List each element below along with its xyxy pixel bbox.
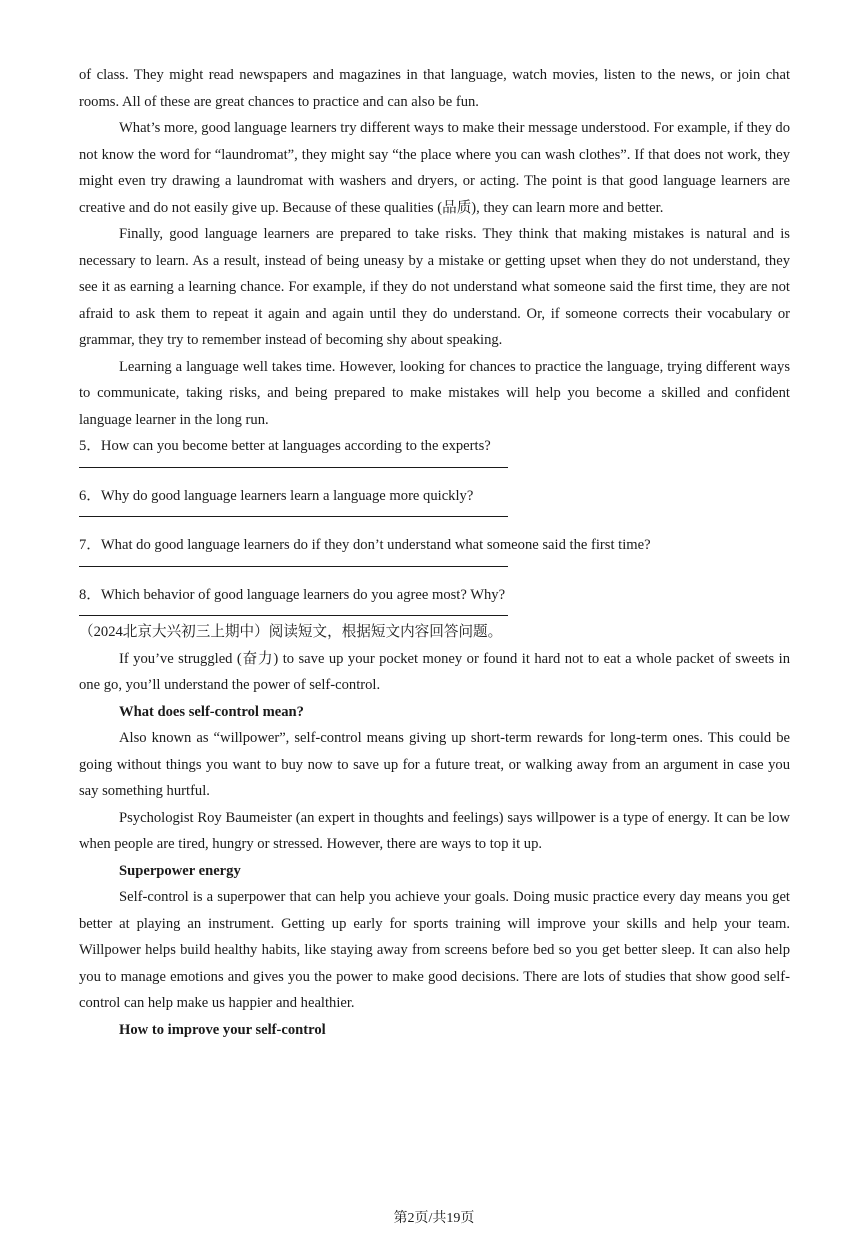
paragraph-baumeister: Psychologist Roy Baumeister (an expert in thoughts and feelings) says willpower is a type of energy. It can be low when people are tired, hungry or stressed. However, there are ways to top it up. [79, 809, 790, 852]
paragraph-whats-more: What’s more, good language learners try different ways to make their message understood. For example, if they do not know the word for “laundromat”, they might say “the place where you can wash clothes”. If that does not work, they might even try drawing a laundromat with washers and dryers, or acting. The point is that good language learners are creative and do not easily give up. Because of these qualities (品质), they can learn more and better. [79, 120, 790, 216]
question-number: 6． [79, 487, 101, 504]
section-heading: Superpower energy [119, 862, 241, 879]
paragraph-learning: Learning a language well takes time. However, looking for chances to practice the language, trying different ways to communicate, taking risks, and being prepared to make mistakes will help you become a skilled and confident language learner in the long run. [79, 358, 790, 428]
question-6 [79, 483, 790, 510]
page-number: 第2页/共19页 [393, 1211, 475, 1226]
passage-source: （2024北京大兴初三上期中）阅读短文，根据短文内容回答问题。 [79, 624, 503, 640]
question-number: 7． [79, 537, 101, 553]
page-content [79, 62, 790, 1043]
paragraph-self-control-meaning: Also known as “willpower”, self-control means giving up short-term rewards for long-term ones. This could be going without things you want to buy now to save up for a future treat, or walking away from an argument in case you say something hurtful. [79, 730, 790, 799]
paragraph-intro: If you’ve struggled (奋力) to save up your pocket money or found it hard not to eat a whole packet of sweets in one go, you’ll understand the power of self-control. [79, 650, 790, 693]
paragraph-finally: Finally, good language learners are prepared to take risks. They think that making mistakes is natural and is necessary to learn. As a result, instead of being uneasy by a mistake or getting upset when they do not understand, they see it as earning a learning chance. For example, if they do not understand what someone said the first time, they are not afraid to ask them to repeat it again and again until they do understand. Or, if someone corrects their vocabulary or grammar, they try to remember instead of becoming shy about speaking. [79, 226, 790, 348]
question-text: Why do good language learners learn a language more quickly? [100, 487, 474, 504]
answer-line-6[interactable] [79, 516, 508, 517]
answer-line-7[interactable] [79, 566, 508, 567]
answer-line-8[interactable] [79, 615, 508, 616]
question-number: 8． [79, 586, 101, 603]
question-5 [79, 433, 790, 460]
question-text: What do good language learners do if they don’t understand what someone said the first time? [100, 537, 651, 553]
question-number: 5． [79, 438, 101, 454]
question-8 [79, 582, 790, 609]
answer-line-5[interactable] [79, 467, 508, 468]
section-heading: How to improve your self-control [119, 1021, 326, 1038]
question-text: How can you become better at languages according to the experts? [100, 438, 491, 454]
section-heading: What does self-control mean? [119, 703, 304, 720]
paragraph-superpower: Self-control is a superpower that can help you achieve your goals. Doing music practice every day means you get better at playing an instrument. Getting up early for sports training will improve your skills and help your team. Willpower helps build healthy habits, like staying away from screens before bed so you get better sleep. It can also help you to manage emotions and gives you the power to make good decisions. There are lots of studies that show good self-control can help make us happier and healthier. [79, 889, 790, 1011]
paragraph-continued: of class. They might read newspapers and magazines in that language, watch movies, listen to the news, or join chat rooms. All of these are great chances to practice and can also be fun. [79, 67, 790, 110]
question-text: Which behavior of good language learners do you agree most? Why? [100, 586, 506, 603]
question-7 [79, 532, 790, 559]
